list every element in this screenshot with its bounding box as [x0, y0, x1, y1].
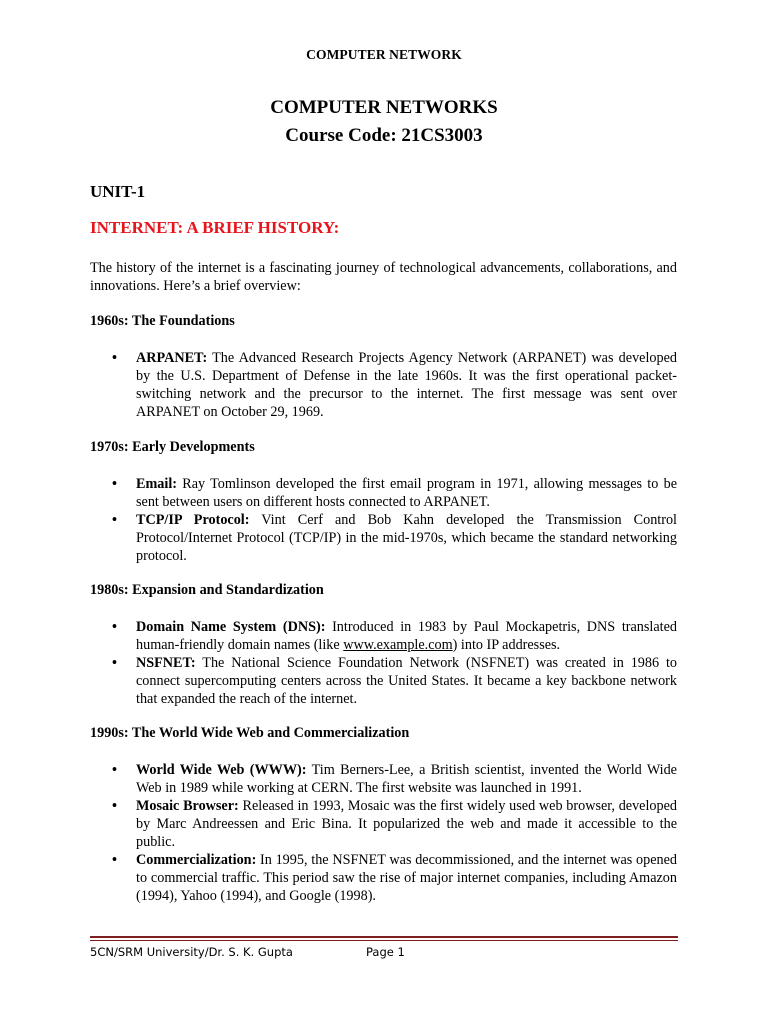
- bullet-icon: •: [112, 762, 117, 778]
- unit-heading: UNIT-1: [90, 182, 146, 201]
- item-text: Introduced in 1983 by Paul Mockapetris, DNS translated human-friendly domain names (like: [136, 619, 677, 653]
- era-heading-1970s: 1970s: Early Developments: [90, 439, 255, 455]
- document-title: [0, 94, 768, 150]
- item-term: NSFNET:: [136, 655, 196, 671]
- footer-author: 5CN/SRM University/Dr. S. K. Gupta: [90, 945, 293, 959]
- footer-divider-thin: [90, 940, 678, 941]
- bullet-icon: •: [112, 852, 117, 868]
- item-text: The National Science Foundation Network (NSFNET) was created in 1986 to connect supercomputing centers across the United States. It became a key backbone network that expanded the reach of the internet.: [136, 655, 677, 707]
- item-term: TCP/IP Protocol:: [136, 512, 250, 528]
- section-heading: INTERNET: A BRIEF HISTORY:: [90, 218, 340, 237]
- bullet-icon: •: [112, 619, 117, 635]
- bullet-icon: •: [112, 798, 117, 814]
- example-link[interactable]: www.example.com: [343, 637, 453, 653]
- list-item: [90, 851, 677, 905]
- list-item: [90, 654, 677, 708]
- bullet-icon: •: [112, 512, 117, 528]
- bullet-list-1960s: [90, 349, 677, 421]
- page-number: Page 1: [366, 945, 405, 959]
- list-item: [90, 349, 677, 421]
- item-term: Commercialization:: [136, 852, 257, 868]
- item-text: ) into IP addresses.: [452, 637, 561, 653]
- item-text: Ray Tomlinson developed the first email program in 1971, allowing messages to be sent between users on different hosts connected to ARPANET.: [136, 476, 677, 510]
- item-term: Mosaic Browser:: [136, 798, 239, 814]
- list-item: [90, 761, 677, 797]
- intro-paragraph: The history of the internet is a fascinating journey of technological advancements, collaborations, and innovations. Here’s a brief overview:: [90, 260, 677, 294]
- list-item: [90, 475, 677, 511]
- item-text: The Advanced Research Projects Agency Network (ARPANET) was developed by the U.S. Department of Defense in the late 1960s. It was the first operational packet-switching network and the precursor to the internet. The first message was sent over ARPANET on October 29, 1969.: [136, 350, 677, 420]
- item-text: Tim Berners-Lee, a British scientist, invented the World Wide Web in 1989 while working at CERN. The first website was launched in 1991.: [136, 762, 677, 796]
- bullet-icon: •: [112, 350, 117, 366]
- course-code: Course Code: 21CS3003: [285, 125, 483, 146]
- item-term: Domain Name System (DNS):: [136, 619, 326, 635]
- item-text: In 1995, the NSFNET was decommissioned, and the internet was opened to commercial traffic. This period saw the rise of major internet companies, including Amazon (1994), Yahoo (1994), and Google (1998).: [136, 852, 677, 904]
- bullet-list-1970s: [90, 475, 677, 565]
- bullet-icon: •: [112, 476, 117, 492]
- list-item: [90, 511, 677, 565]
- bullet-list-1990s: [90, 761, 677, 905]
- title-line-1: COMPUTER NETWORKS: [270, 97, 498, 118]
- footer-divider-thick: [90, 936, 678, 938]
- item-text: Released in 1993, Mosaic was the first widely used web browser, developed by Marc Andreessen and Eric Bina. It popularized the web and made it accessible to the public.: [136, 798, 677, 850]
- item-text: Vint Cerf and Bob Kahn developed the Transmission Control Protocol/Internet Protocol (TCP/IP) in the mid-1970s, which became the standard networking protocol.: [136, 512, 677, 564]
- item-term: ARPANET:: [136, 350, 208, 366]
- bullet-list-1980s: [90, 618, 677, 708]
- era-heading-1960s: 1960s: The Foundations: [90, 313, 235, 329]
- bullet-icon: •: [112, 655, 117, 671]
- item-term: World Wide Web (WWW):: [136, 762, 307, 778]
- era-heading-1990s: 1990s: The World Wide Web and Commercialization: [90, 725, 410, 741]
- list-item: [90, 618, 677, 654]
- list-item: [90, 797, 677, 851]
- era-heading-1980s: 1980s: Expansion and Standardization: [90, 582, 324, 598]
- running-header: COMPUTER NETWORK: [306, 47, 462, 62]
- item-term: Email:: [136, 476, 177, 492]
